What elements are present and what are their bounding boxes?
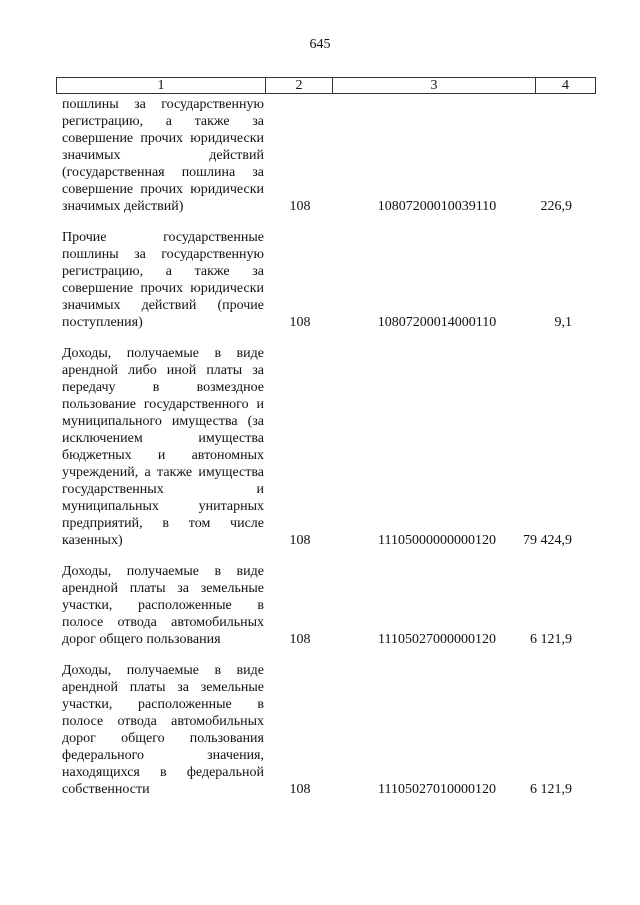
row-name: Доходы, получаемые в виде арендной платы за земельные участки, расположенные в полосе отвода автомобильных дорог общего пользования федерального значения, находящихся в федеральной собственности — [62, 663, 264, 797]
header-col-1: 1 — [57, 78, 266, 93]
row-kbk: 11105027010000120 — [378, 782, 496, 797]
row-name: Прочие государственные пошлины за государственную регистрацию, а также за совершение прочих юридически значимых действий (прочие поступления) — [62, 230, 264, 330]
row-sum: 9,1 — [554, 315, 572, 330]
row-kbk: 10807200010039110 — [377, 199, 497, 214]
row-kbk: 10807200014000110 — [377, 315, 497, 330]
row-code: 108 — [289, 632, 311, 647]
table-body — [62, 96, 602, 812]
header-col-4: 4 — [562, 78, 569, 93]
table-row — [62, 662, 602, 798]
row-sum: 6 121,9 — [530, 632, 572, 647]
row-code: 108 — [289, 199, 311, 214]
row-sum: 226,9 — [540, 199, 572, 214]
row-name: Доходы, получаемые в виде арендной либо иной платы за передачу в возмездное пользование государственного и муниципального имущества (за исключением имущества бюджетных и автономных учреждений, а также имущества государственных и муниципальных унитарных предприятий, в том числе казенных) — [62, 346, 264, 548]
table-row — [62, 345, 602, 549]
row-code: 108 — [289, 782, 311, 797]
table-header — [56, 77, 596, 94]
row-name: пошлины за государственную регистрацию, а также за совершение прочих юридически значимых действий (государственная пошлина за совершение прочих юридически значимых действий) — [62, 97, 264, 214]
row-kbk: 11105027000000120 — [378, 632, 496, 647]
header-col-2: 2 — [266, 78, 333, 93]
row-sum: 79 424,9 — [523, 533, 572, 548]
row-code: 108 — [289, 315, 311, 330]
header-col-3: 3 — [333, 78, 536, 93]
table-row — [62, 229, 602, 331]
table-row — [62, 96, 602, 215]
row-code: 108 — [289, 533, 311, 548]
table-row — [62, 563, 602, 648]
row-sum: 6 121,9 — [530, 782, 572, 797]
row-name: Доходы, получаемые в виде арендной платы за земельные участки, расположенные в полосе отвода автомобильных дорог общего пользования — [62, 564, 264, 647]
row-kbk: 11105000000000120 — [378, 533, 496, 548]
page-number: 645 — [309, 37, 331, 52]
